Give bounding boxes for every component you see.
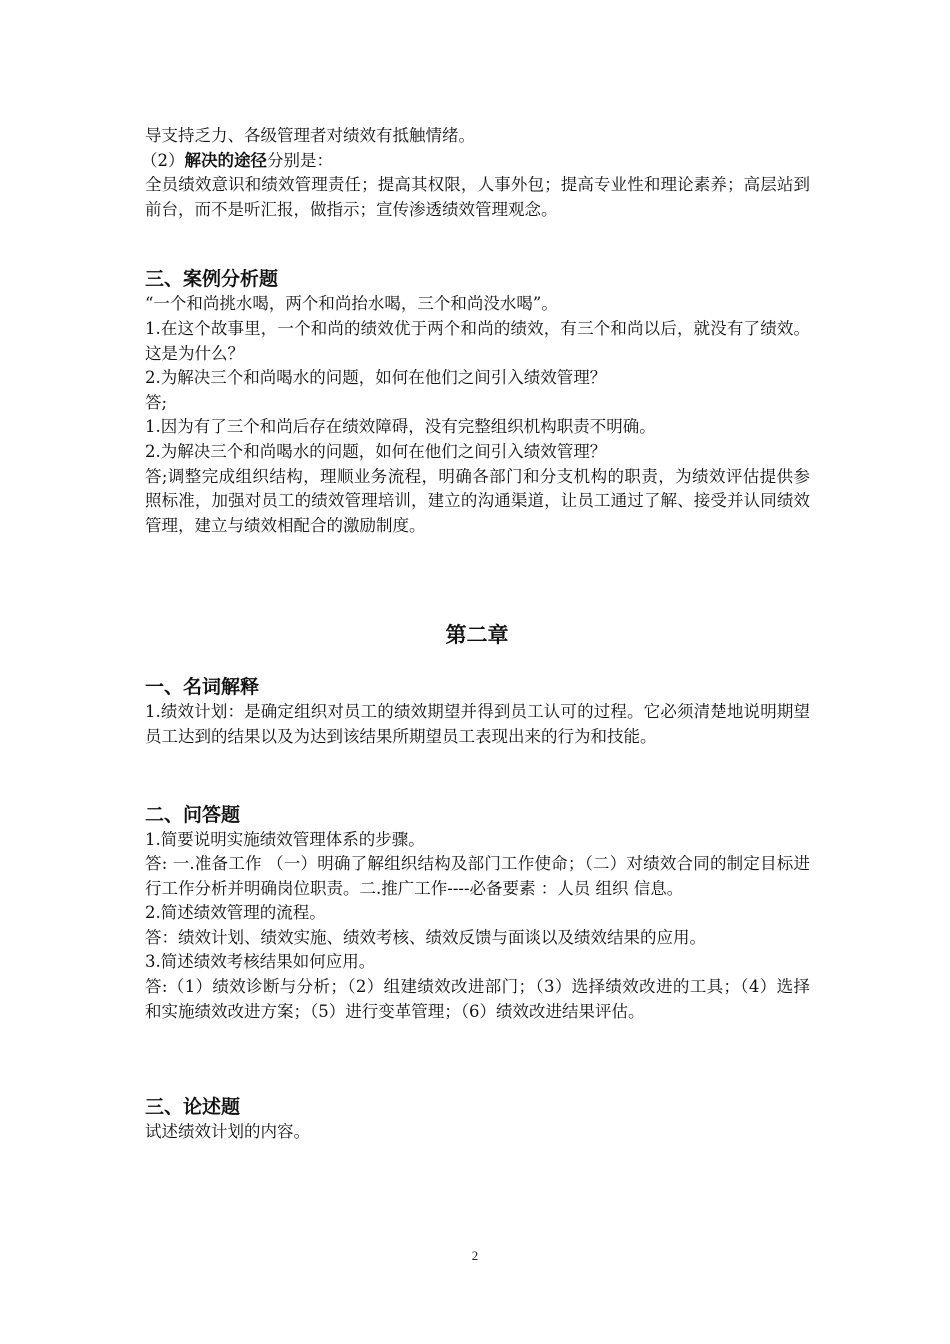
qa-question-1: 1.简要说明实施绩效管理体系的步骤。: [145, 829, 425, 849]
terms-item-1: 1.绩效计划：是确定组织对员工的绩效期望并得到员工认可的过程。它必须清楚地说明期望员工达到的结果以及为达到该结果所期望员工表现出来的行为和技能。: [145, 702, 810, 746]
qa-answer-1: 答: 一.准备工作 （一）明确了解组织结构及部门工作使命；（二）对绩效合同的制定目标进行工作分析并明确岗位职责。二.推广工作----必备要素 ：人员 组织 信息。: [145, 854, 810, 898]
terms-heading: 一、名词解释: [145, 676, 260, 699]
document-page: [141, 124, 810, 1145]
chapter-title: 第二章: [445, 623, 509, 648]
qa-answer-2: 答：绩效计划、绩效实施、绩效考核、绩效反馈与面谈以及绩效结果的应用。: [145, 927, 706, 947]
qa-question-2: 2.简述绩效管理的流程。: [145, 903, 326, 923]
essay-heading: 三、论述题: [145, 1096, 241, 1119]
case-answer-1: 1.因为有了三个和尚后存在绩效障碍，没有完整组织机构职责不明确。: [145, 417, 656, 437]
qa-answer-3: 答:（1）绩效诊断与分析；（2）组建绩效改进部门；（3）选择绩效改进的工具；（4）选择和实施绩效改进方案；（5）进行变革管理；（6）绩效改进结果评估。: [145, 977, 810, 1021]
item-suffix: 分别是：: [267, 150, 333, 170]
case-quote: “一个和尚挑水喝，两个和尚抬水喝，三个和尚没水喝”。: [145, 294, 558, 314]
case-answer-2: 答;调整完成组织结构，理顺业务流程，明确各部门和分支机构的职责，为绩效评估提供参照标准，加强对员工的绩效管理培训，建立的沟通渠道，让员工通过了解、接受并认同绩效管理，建立与绩效相配合的激励制度。: [145, 466, 810, 535]
case-heading: 三、案例分析题: [145, 268, 279, 291]
intro-item-2: [141, 149, 810, 174]
case-question-2: 2.为解决三个和尚喝水的问题，如何在他们之间引入绩效管理？: [145, 368, 607, 388]
intro-line: 导支持乏力、各级管理者对绩效有抵触情绪。: [145, 126, 475, 145]
item-number: （2）: [141, 150, 185, 170]
essay-question-1: 试述绩效计划的内容。: [145, 1122, 310, 1142]
page-number: 2: [471, 1248, 479, 1263]
item-bold-label: 解决的途径: [184, 150, 267, 170]
qa-heading: 二、问答题: [145, 803, 241, 826]
qa-question-3: 3.简述绩效考核结果如何应用。: [145, 952, 376, 972]
case-question-1: 1.在这个故事里，一个和尚的绩效优于两个和尚的绩效，有三个和尚以后，就没有了绩效。这是为什么？: [145, 318, 810, 363]
case-answer-label: 答;: [145, 392, 168, 412]
intro-paragraph: 全员绩效意识和绩效管理责任；提高其权限，人事外包；提高专业性和理论素养；高层站到前台，而不是听汇报，做指示；宣传渗透绩效管理观念。: [145, 175, 810, 219]
case-answer-2-question: 2.为解决三个和尚喝水的问题，如何在他们之间引入绩效管理？: [145, 441, 607, 461]
